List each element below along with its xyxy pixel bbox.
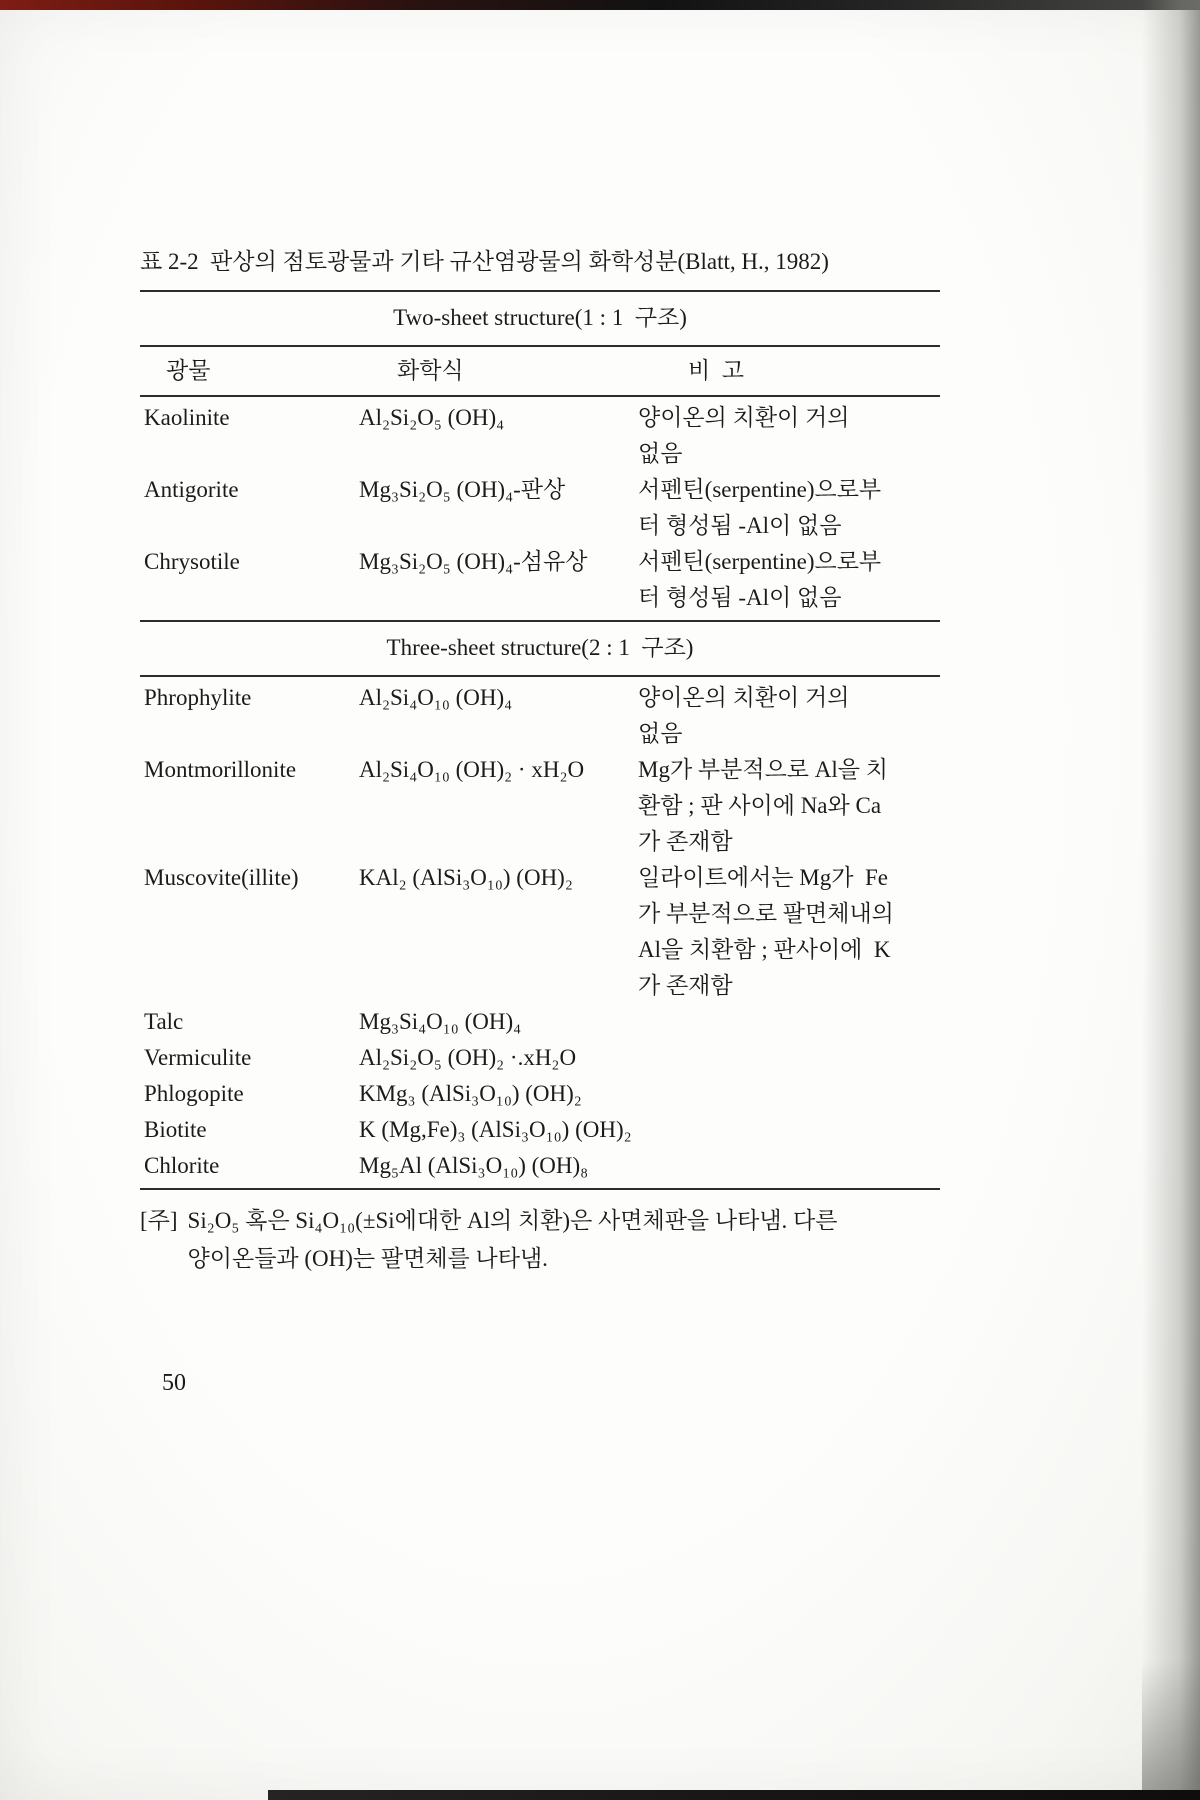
chemical-formula: Mg₃Si₂O₅ (OH)₄-판상: [359, 477, 566, 502]
remarks-cell: [638, 752, 940, 860]
section-header-two-sheet: Two-sheet structure(1 : 1 구조): [393, 305, 687, 330]
remarks-line: 서펜틴(serpentine)으로부: [638, 549, 882, 574]
remarks-cell: [638, 400, 940, 472]
remarks-cell: [638, 544, 940, 616]
mineral-name: Biotite: [144, 1117, 207, 1142]
column-header-mineral: 광물: [166, 358, 211, 383]
chemical-formula: Mg₃Si₄O₁₀ (OH)₄: [359, 1009, 522, 1034]
page-content: [140, 246, 940, 1278]
mineral-name: Phlogopite: [144, 1081, 244, 1106]
column-header-cell: [140, 355, 355, 387]
mineral-name: Chlorite: [144, 1153, 220, 1178]
remarks-cell: [638, 1112, 940, 1148]
table-row: [140, 752, 940, 860]
footnote-line: 양이온들과 (OH)는 팔면체를 나타냄.: [187, 1246, 548, 1271]
mineral-name: Talc: [144, 1009, 184, 1034]
column-header-formula: 화학식: [397, 358, 464, 383]
table-caption: 표 2-2 판상의 점토광물과 기타 규산염광물의 화학성분(Blatt, H., 1982): [140, 249, 829, 274]
table-row: [140, 472, 940, 544]
table-row: [140, 1040, 940, 1076]
footnote-line: Si₂O₅ 혹은 Si₄O₁₀(±Si에대한 Al의 치환)은 사면체판을 나타냄. 다른: [187, 1208, 838, 1233]
mineral-name: Muscovite(illite): [144, 865, 299, 890]
mineral-name: Montmorillonite: [144, 757, 297, 782]
table-rule-bottom: [140, 1188, 940, 1190]
mineral-name: Antigorite: [144, 477, 239, 502]
chemical-formula: KAl₂ (AlSi₃O₁₀) (OH)₂: [359, 865, 573, 890]
remarks-line: 양이온의 치환이 거의: [638, 405, 850, 430]
remarks-line: 양이온의 치환이 거의: [638, 685, 850, 710]
table-row: [140, 1148, 940, 1184]
table-row: [140, 400, 940, 472]
remarks-cell: [638, 1148, 940, 1184]
footnote-text: [188, 1202, 838, 1278]
chemical-formula: Al₂Si₄O₁₀ (OH)₂ · xH₂O: [359, 757, 585, 782]
column-header-row: [140, 347, 940, 395]
chemical-formula: Al₂Si₂O₅ (OH)₄: [359, 405, 505, 430]
remarks-line: 서펜틴(serpentine)으로부: [638, 477, 882, 502]
column-header-remarks: 비 고: [688, 358, 744, 383]
remarks-line: 일라이트에서는 Mg가 Fe: [638, 865, 888, 890]
remarks-line: 없음: [638, 441, 683, 466]
mineral-name: Phrophylite: [144, 685, 252, 710]
table-row: [140, 1004, 940, 1040]
table-row: [140, 544, 940, 616]
column-header-cell: [638, 355, 940, 387]
scan-artifact-bottom-right-corner: [1142, 1660, 1200, 1800]
remarks-cell: [638, 1076, 940, 1112]
mineral-name: Chrysotile: [144, 549, 240, 574]
remarks-line: Al을 치환함 ; 판사이에 K: [638, 937, 891, 962]
remarks-cell: [638, 472, 940, 544]
remarks-line: 없음: [638, 721, 683, 746]
remarks-line: 환함 ; 판 사이에 Na와 Ca: [638, 793, 882, 818]
chemical-formula: Al₂Si₄O₁₀ (OH)₄: [359, 685, 513, 710]
table-row: [140, 860, 940, 1004]
table-body-two-sheet: [140, 397, 940, 620]
table-footnote: [140, 1202, 940, 1278]
footnote-label: [주]: [140, 1208, 178, 1233]
page-number: 50: [162, 1370, 186, 1396]
scan-artifact-right-edge: [1142, 0, 1200, 1800]
chemical-formula: K (Mg,Fe)₃ (AlSi₃O₁₀) (OH)₂: [359, 1117, 632, 1142]
section-header-three-sheet: Three-sheet structure(2 : 1 구조): [386, 635, 694, 660]
column-header-cell: [355, 355, 638, 387]
mineral-name: Kaolinite: [144, 405, 230, 430]
scan-artifact-bottom-edge: [268, 1790, 1200, 1800]
remarks-cell: [638, 680, 940, 752]
remarks-line: 가 부분적으로 팔면체내의: [638, 901, 894, 926]
table-body-three-sheet: [140, 677, 940, 1188]
remarks-line: 가 존재함: [638, 829, 733, 854]
mineral-name: Vermiculite: [144, 1045, 252, 1070]
remarks-line: 터 형성됨 -Al이 없음: [638, 585, 842, 610]
chemical-formula: Al₂Si₂O₅ (OH)₂ ·.xH₂O: [359, 1045, 577, 1070]
remarks-line: Mg가 부분적으로 Al을 치: [638, 757, 888, 782]
remarks-cell: [638, 1004, 940, 1040]
remarks-cell: [638, 860, 940, 1004]
scan-artifact-top-edge: [0, 0, 1200, 10]
remarks-line: 터 형성됨 -Al이 없음: [638, 513, 842, 538]
chemical-formula: Mg₅Al (AlSi₃O₁₀) (OH)₈: [359, 1153, 589, 1178]
remarks-cell: [638, 1040, 940, 1076]
chemical-formula: KMg₃ (AlSi₃O₁₀) (OH)₂: [359, 1081, 582, 1106]
table-row: [140, 680, 940, 752]
table-row: [140, 1076, 940, 1112]
remarks-line: 가 존재함: [638, 973, 733, 998]
table-row: [140, 1112, 940, 1148]
chemical-formula: Mg₃Si₂O₅ (OH)₄-섬유상: [359, 549, 588, 574]
